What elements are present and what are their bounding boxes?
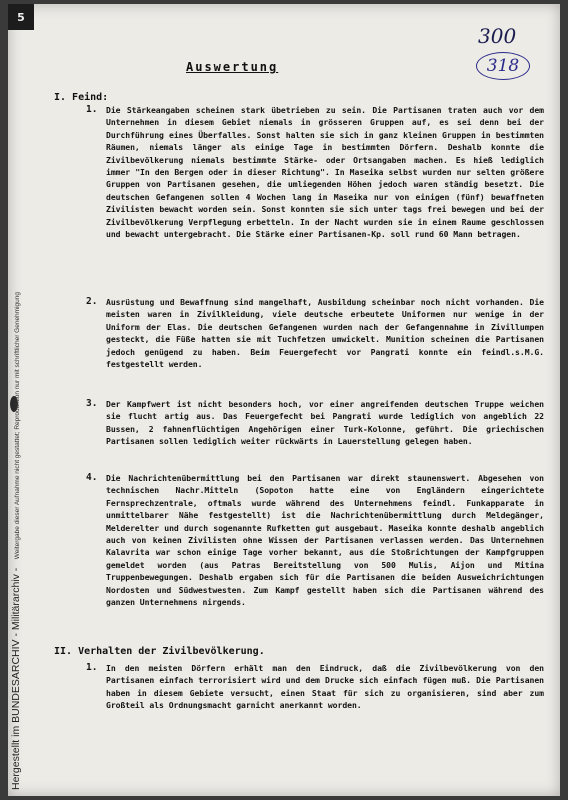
- circled-page-number: 318: [476, 52, 530, 80]
- document-title: Auswertung: [186, 60, 279, 74]
- section-heading-feind: I. Feind:: [54, 92, 109, 103]
- handwritten-page-number: 300: [478, 24, 517, 48]
- list-item: [86, 296, 544, 370]
- item-text: Die Nachrichtenübermittlung bei den Partisanen war direkt staunenswert. Abgesehen von technischen Nachr.Mitteln (Sopoton hatte eine von Engländern eingerichtete Fernsprechzentrale, oftmals wurde während des Unternehmens feindl. Funkapparate in unmittelbarer Nähe festgestellt) ist die Nachrichtenübermittlung durch Meldegänger, Melderelter und durch sogenannte Rufketten gut ausgebaut. Maseika konnte deshalb angeblich auch von keinen Zivilisten ohne Wissen der Partisanen verlassen werden. Das Unternehmen Kalavrita war schon einige Tage vorher bekannt, aus die Stoßrichtungen der Kampfgruppen gemeldet worden (aus Patras Bereitstellung von 500 Mulis, Aijon und Mitina Truppenbewegungen. Deshalb ergaben sich für die Partisanen die beiden Ausweichrichtungen Nordosten und Südwestwesten. Zum Kampf gestellt haben sich die Partisanen während des ganzen Unternehmens nirgends.: [106, 473, 544, 608]
- frame-number: 5: [8, 4, 34, 30]
- item-number: 1.: [86, 662, 98, 673]
- item-number: 3.: [86, 398, 98, 409]
- item-text: Der Kampfwert ist nicht besonders hoch, vor einer angreifenden deutschen Truppe weichen sie flucht artig aus. Das Feuergefecht bei Pangrati wurde lediglich von angeblich 22 Bussen, 2 fahnenflüchtigen Angehörigen einer Turk-Kolonne, geführt. Die griechischen Partisanen sollen lediglich weiter rückwärts in Lauerstellung gelegen haben.: [106, 399, 544, 447]
- list-item: [86, 398, 544, 448]
- item-text: Ausrüstung und Bewaffnung sind mangelhaft, Ausbildung scheinbar noch nicht vorhanden. Die meisten waren in Zivilkleidung, viele deutsche erbeutete Uniformen nur wenige in der Uniform der Elas. Die deutschen Gefangenen wurden nach der Gefangennahme in Zivillumpen gesteckt, die Füße hatten sie mit Tuchfetzen umwickelt. Munition scheinen die Partisanen jedoch genügend zu haben. Beim Feuergefecht vor Pangrati konnte ein feindl.s.M.G. festgestellt werden.: [106, 297, 544, 370]
- list-item: [86, 104, 544, 240]
- section-heading-zivilbevoelkerung: II. Verhalten der Zivilbevölkerung.: [54, 646, 265, 657]
- item-text: In den meisten Dörfern erhält man den Eindruck, daß die Zivilbevölkerung von den Partisanen einfach terrorisiert wird und dem Drucke sich einfach fügen muß. Die Partisanen haben in diesem Gebiete versucht, einen Staat für sich zu organisieren, sind aber zum Großteil als Ordnungsmacht garnicht anerkannt worden.: [106, 663, 544, 711]
- item-number: 4.: [86, 472, 98, 483]
- list-item: [86, 472, 544, 608]
- item-number: 1.: [86, 104, 98, 115]
- list-item: [86, 662, 544, 712]
- archive-stamp-main: Hergestellt im BUNDESARCHIV - Militärarchiv -: [10, 567, 22, 790]
- item-text: Die Stärkeangaben scheinen stark übetrieben zu sein. Die Partisanen traten auch vor dem Unternehmen in diesem Gebiet niemals in grösseren Gruppen auf, es sei denn bei der Durchführung eines Überfalles. Sonst halten sie sich in ganz kleinen Gruppen in bestimmten Räumen, niemals länger als einige Tage in bestimmten Dörfern. Deshalb konnte die Zivilbevölkerung niemals bestimmte Stärke- oder Ortsangaben machen. Es hieß lediglich immer "In den Bergen oder in dieser Richtung". In Maseika selbst wurden nur selten größere Gruppen von Partisanen gesehen, die umliegenden Höhen jedoch waren ständig besetzt. Die deutschen Gefangenen sollen 4 Wochen lang in Maseika nur von einigen (fünf) bewaffneten Zivilisten bewacht worden sein. Sonst konnten sie sich unter tags frei bewegen und bei der Zivilbevölkerung Verpflegung erbetteln. In der Nacht wurden sie in einem Raume geschlossen und bewacht untergebracht. Die Stärke einer Partisanen-Kp. soll rund 60 Mann betragen.: [106, 105, 544, 240]
- item-number: 2.: [86, 296, 98, 307]
- archive-stamp-sub: Weitergabe dieser Aufnahme nicht gestattet; Reproduktion nur mit schriftlicher Genehmigung: [14, 292, 21, 560]
- archive-stamp: [8, 10, 28, 790]
